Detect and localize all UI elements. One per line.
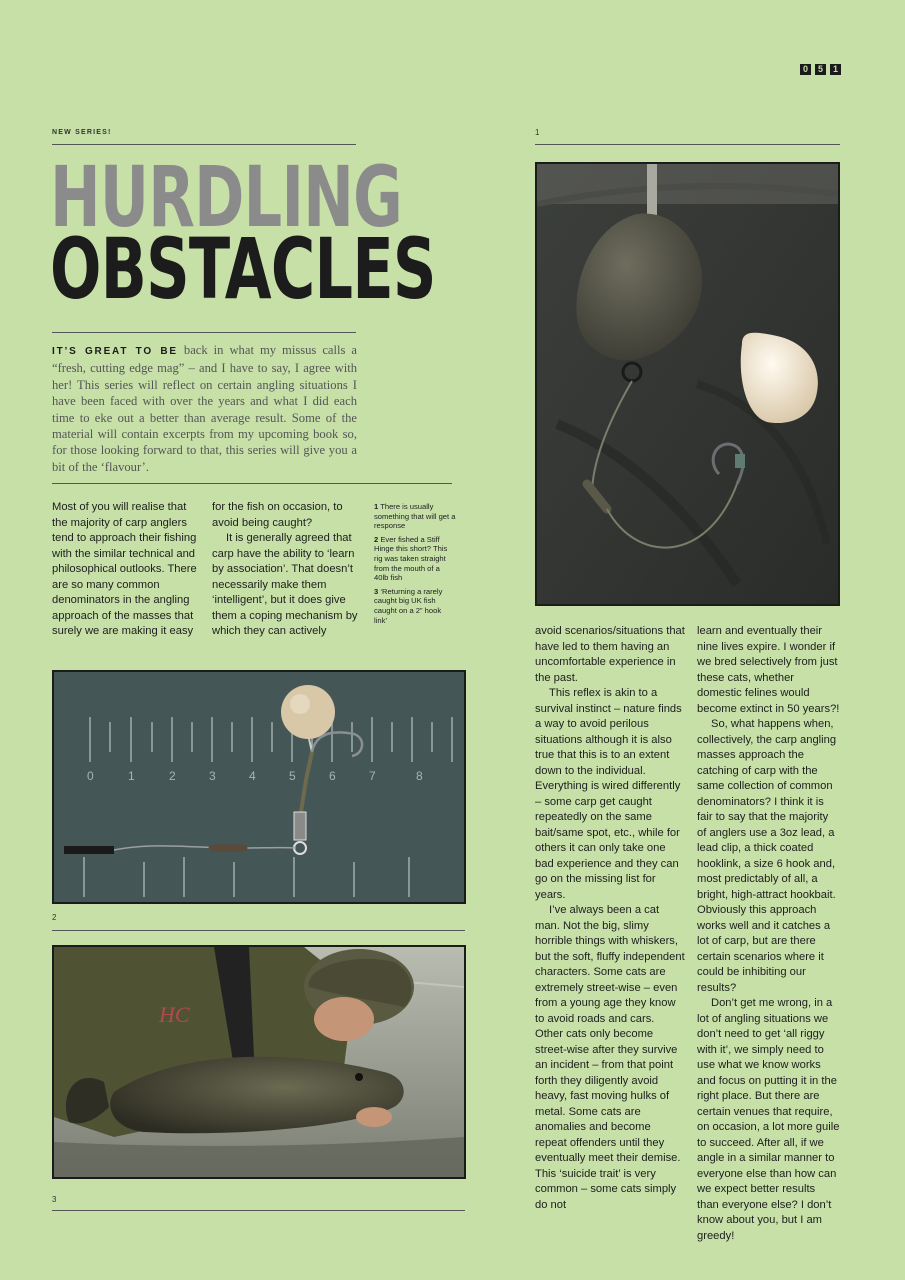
caption-number: 2 (374, 534, 379, 544)
page-number-digit: 1 (830, 64, 841, 75)
caption-2 (374, 535, 456, 583)
body-column-4 (697, 624, 840, 1244)
ruler-number: 7 (369, 769, 376, 783)
figure-1-rule (535, 144, 840, 145)
caption-3 (374, 587, 456, 625)
photo-angler-with-carp (52, 945, 466, 1179)
caption-text: Ever fished a Stiff Hinge this short? This rig was taken straight from the mouth of a 40lb fish (374, 534, 448, 583)
body-column-1 (52, 500, 202, 640)
headline-line-2: OBSTACLES (50, 220, 436, 318)
photo-lead-rig (535, 162, 840, 606)
paragraph: for the fish on occasion, to avoid being caught? (212, 501, 343, 529)
photo-rig-on-ruler (52, 670, 466, 904)
body-column-2 (212, 500, 362, 640)
figure-2-rule (52, 930, 465, 931)
cap-logo: HC (159, 1002, 190, 1027)
figure-3-label: 3 (52, 1195, 57, 1204)
figure-2-label: 2 (52, 913, 57, 922)
headline-rule (52, 332, 356, 333)
page-number-digit: 5 (815, 64, 826, 75)
paragraph: It is generally agreed that carp have the ability to ‘learn by association’. That doesn’t necessarily make them ‘intelligent’, but it does give them a coping mechanism by which they can actively (212, 532, 358, 637)
page-number-digit: 0 (800, 64, 811, 75)
ruler-number: 4 (249, 769, 256, 783)
ruler-number: 3 (209, 769, 216, 783)
ruler-number: 8 (416, 769, 423, 783)
paragraph: So, what happens when, collectively, the carp angling masses approach the catching of carp with the same collection of common denominators? I think it is fair to say that the majority of anglers use a 3oz lead, a lead clip, a thick coated hooklink, a size 6 hook and, most predictably of all, a bright, high-attract hookbait. Obviously this approach works well and it catches a lot of carp, but are there certain scenarios where it could be inhibiting our results? (697, 718, 837, 994)
paragraph: Most of you will realise that the majority of carp anglers tend to approach their fishing with the similar technical and philosophical outlooks. There are so many common denominators in the angling approach of the masses that surely we are making it easy (52, 501, 197, 637)
headline-line-1: HURDLING (50, 148, 403, 246)
caption-text: There is usually something that will get a response (374, 502, 456, 531)
caption-text: ‘Returning a rarely caught big UK fish caught on a 2” hook link’ (374, 586, 443, 625)
paragraph: avoid scenarios/situations that have led to them having an uncomfortable experience in the past. (535, 625, 685, 684)
ruler-number: 2 (169, 769, 176, 783)
paragraph: This reflex is akin to a survival instinct – nature finds a way to avoid perilous situations although it is also true that this is to an extent down to the individual. Everything is wired differently – some carp get caught repeatedly on the same bait/same spot, etc., while for others it can only take one bad experience and they can go on the missing list for years. (535, 687, 682, 901)
paragraph: learn and eventually their nine lives expire. I wonder if we bred selectively from just these cats, whether domestic felines would become extinct in 50 years?! (697, 625, 840, 715)
ruler-number: 0 (87, 769, 94, 783)
kicker-rule (52, 144, 356, 145)
intro-paragraph (52, 342, 357, 475)
paragraph: Don’t get me wrong, in a lot of angling situations we don’t need to get ‘all riggy with it’, we simply need to use what we know works and focus on putting it in the right place. But there are certain venues that require, on occasion, a lot more guile to succeed. After all, if we angle in a similar manner to everyone else than how can we expect better results than everyone else? I don’t know about you, but I am greedy! (697, 997, 840, 1242)
section-kicker: NEW SERIES! (52, 129, 112, 136)
figure-1-label: 1 (535, 128, 540, 137)
rig-ruler-image (54, 672, 464, 902)
caption-number: 3 (374, 586, 379, 596)
body-column-3 (535, 624, 685, 1213)
ruler-number: 6 (329, 769, 336, 783)
intro-text: back in what my missus calls a “fresh, cutting edge mag” – and I have to say, I agree with her! This series will reflect on certain angling situations I have been faced with over the years and what I did each time to eke out a better than average result. Some of the material will contain excerpts from my upcoming book so, for those looking forward to that, this series will give you a bit of the ‘flavour’. (52, 343, 357, 474)
ruler-number: 1 (128, 769, 135, 783)
figure-3-rule (52, 1210, 465, 1211)
page-number (800, 64, 841, 75)
angler-carp-image (54, 947, 464, 1177)
caption-1 (374, 502, 456, 531)
paragraph: I’ve always been a cat man. Not the big, slimy horrible things with whiskers, but the soft, fluffy independent characters. Some cats are extremely street-wise – even from a young age they know to avoid roads and cars. Other cats only become street-wise after they survive an incident – from that point forth they diligently avoid heavy, fast moving hulks of metal. Some cats are anomalies and become repeat offenders until they eventually meet their demise. This ‘suicide trait’ is very common – some cats simply do not (535, 904, 685, 1211)
intro-lead: IT’S GREAT TO BE (52, 346, 178, 357)
ruler-number: 5 (289, 769, 296, 783)
lead-rig-image (537, 164, 838, 604)
intro-rule (52, 483, 452, 484)
photo-captions (374, 502, 456, 629)
caption-number: 1 (374, 502, 379, 511)
